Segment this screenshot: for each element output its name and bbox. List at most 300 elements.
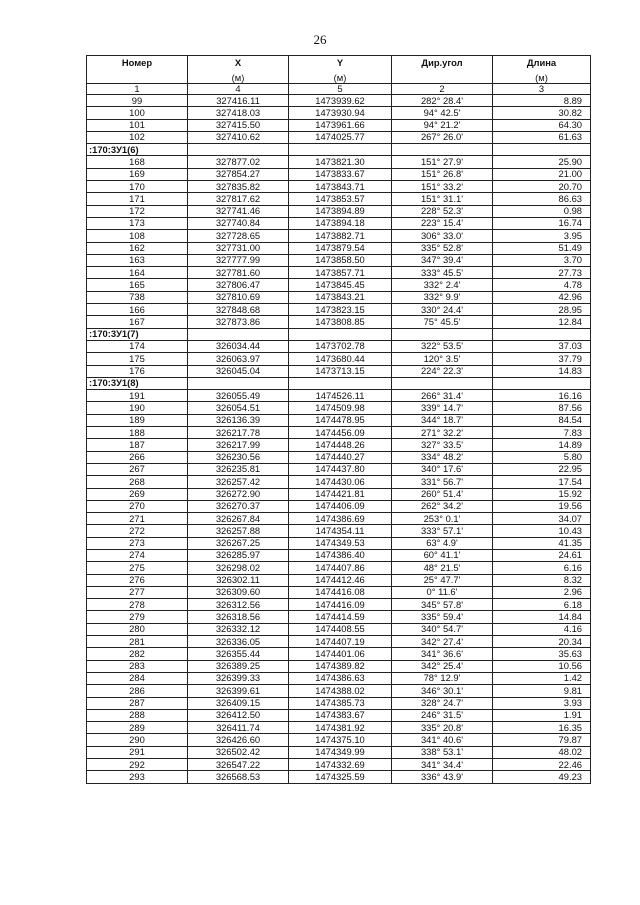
colnum-y: 5	[289, 84, 392, 95]
bearing-cell: 151° 31.1'	[392, 193, 493, 205]
table-row	[87, 537, 591, 549]
length-cell: 64.30	[493, 119, 591, 131]
length-cell: 49.23	[493, 771, 591, 783]
y-cell: 1474478.95	[289, 414, 392, 426]
header-row-column-numbers	[87, 84, 591, 95]
x-cell: 326034.44	[188, 340, 289, 352]
length-cell: 28.95	[493, 304, 591, 316]
empty-cell	[188, 144, 289, 156]
y-cell: 1473821.30	[289, 156, 392, 168]
point-number-cell: 272	[87, 525, 188, 537]
table-row	[87, 267, 591, 279]
length-cell: 8.32	[493, 574, 591, 586]
point-number-cell: 292	[87, 759, 188, 771]
length-cell: 24.61	[493, 549, 591, 561]
bearing-cell: 253° 0.1'	[392, 513, 493, 525]
table-row	[87, 254, 591, 266]
length-cell: 41.35	[493, 537, 591, 549]
y-cell: 1473680.44	[289, 353, 392, 365]
x-cell: 326336.05	[188, 636, 289, 648]
point-number-cell: 176	[87, 365, 188, 377]
y-cell: 1474414.59	[289, 611, 392, 623]
length-cell: 48.02	[493, 746, 591, 758]
y-cell: 1474526.11	[289, 390, 392, 402]
bearing-cell: 328° 24.7'	[392, 697, 493, 709]
table-row	[87, 402, 591, 414]
table-row	[87, 672, 591, 684]
length-cell: 16.35	[493, 722, 591, 734]
x-cell: 327415.50	[188, 119, 289, 131]
point-number-cell: 267	[87, 463, 188, 475]
table-row	[87, 242, 591, 254]
x-cell: 326426.60	[188, 734, 289, 746]
x-cell: 326318.56	[188, 611, 289, 623]
bearing-cell: 333° 45.5'	[392, 267, 493, 279]
x-cell: 326298.02	[188, 562, 289, 574]
length-cell: 2.96	[493, 586, 591, 598]
section-header-row	[87, 328, 591, 340]
empty-cell	[188, 377, 289, 389]
table-row	[87, 340, 591, 352]
bearing-cell: 341° 40.6'	[392, 734, 493, 746]
bearing-cell: 223° 15.4'	[392, 217, 493, 229]
x-cell: 326045.04	[188, 365, 289, 377]
empty-cell	[493, 328, 591, 340]
bearing-cell: 63° 4.9'	[392, 537, 493, 549]
section-header-row	[87, 377, 591, 389]
x-cell: 326412.50	[188, 709, 289, 721]
bearing-cell: 228° 52.3'	[392, 205, 493, 217]
y-cell: 1474416.09	[289, 599, 392, 611]
header-length: Длина	[493, 56, 591, 72]
bearing-cell: 331° 56.7'	[392, 476, 493, 488]
length-cell: 3.93	[493, 697, 591, 709]
bearing-cell: 339° 14.7'	[392, 402, 493, 414]
x-cell: 326332.12	[188, 623, 289, 635]
length-cell: 19.56	[493, 500, 591, 512]
point-number-cell: 281	[87, 636, 188, 648]
point-number-cell: 163	[87, 254, 188, 266]
length-cell: 25.90	[493, 156, 591, 168]
x-cell: 327873.86	[188, 316, 289, 328]
point-number-cell: 288	[87, 709, 188, 721]
x-cell: 327410.62	[188, 131, 289, 143]
length-cell: 1.91	[493, 709, 591, 721]
empty-cell	[493, 377, 591, 389]
point-number-cell: 268	[87, 476, 188, 488]
x-cell: 327728.65	[188, 230, 289, 242]
table-row	[87, 193, 591, 205]
y-cell: 1473853.57	[289, 193, 392, 205]
y-cell: 1474401.06	[289, 648, 392, 660]
y-cell: 1474386.69	[289, 513, 392, 525]
length-cell: 9.81	[493, 685, 591, 697]
point-number-cell: 188	[87, 427, 188, 439]
length-cell: 3.70	[493, 254, 591, 266]
point-number-cell: 291	[87, 746, 188, 758]
y-cell: 1474407.19	[289, 636, 392, 648]
y-cell: 1474448.26	[289, 439, 392, 451]
length-cell: 84.54	[493, 414, 591, 426]
y-cell: 1474325.59	[289, 771, 392, 783]
length-cell: 21.00	[493, 168, 591, 180]
empty-cell	[188, 328, 289, 340]
length-cell: 10.43	[493, 525, 591, 537]
table-row	[87, 353, 591, 365]
point-number-cell: 273	[87, 537, 188, 549]
point-number-cell: 287	[87, 697, 188, 709]
y-cell: 1474386.40	[289, 549, 392, 561]
bearing-cell: 282° 28.4'	[392, 95, 493, 107]
bearing-cell: 342° 25.4'	[392, 660, 493, 672]
header-x: X	[188, 56, 289, 72]
y-cell: 1473833.67	[289, 168, 392, 180]
y-cell: 1474332.69	[289, 759, 392, 771]
point-number-cell: 99	[87, 95, 188, 107]
table-row	[87, 365, 591, 377]
table-row	[87, 168, 591, 180]
length-cell: 16.16	[493, 390, 591, 402]
x-cell: 326235.81	[188, 463, 289, 475]
x-cell: 326257.42	[188, 476, 289, 488]
bearing-cell: 78° 12.9'	[392, 672, 493, 684]
length-cell: 7.83	[493, 427, 591, 439]
bearing-cell: 346° 30.1'	[392, 685, 493, 697]
point-number-cell: 276	[87, 574, 188, 586]
table-row	[87, 414, 591, 426]
length-cell: 6.18	[493, 599, 591, 611]
table-row	[87, 205, 591, 217]
header-row-units	[87, 71, 591, 84]
y-cell: 1474437.80	[289, 463, 392, 475]
table-row	[87, 230, 591, 242]
point-number-cell: 167	[87, 316, 188, 328]
point-number-cell: 284	[87, 672, 188, 684]
length-cell: 51.49	[493, 242, 591, 254]
bearing-cell: 48° 21.5'	[392, 562, 493, 574]
header-number: Номер	[87, 56, 188, 72]
bearing-cell: 25° 47.7'	[392, 574, 493, 586]
x-cell: 326270.37	[188, 500, 289, 512]
x-cell: 327854.27	[188, 168, 289, 180]
table-row	[87, 181, 591, 193]
y-cell: 1474456.09	[289, 427, 392, 439]
length-cell: 15.92	[493, 488, 591, 500]
point-number-cell: 162	[87, 242, 188, 254]
table-row	[87, 746, 591, 758]
table-row	[87, 709, 591, 721]
table-row	[87, 488, 591, 500]
table-row	[87, 131, 591, 143]
point-number-cell: 289	[87, 722, 188, 734]
point-number-cell: 108	[87, 230, 188, 242]
x-cell: 326063.97	[188, 353, 289, 365]
empty-cell	[289, 377, 392, 389]
point-number-cell: 280	[87, 623, 188, 635]
length-cell: 8.89	[493, 95, 591, 107]
bearing-cell: 0° 11.6'	[392, 586, 493, 598]
bearing-cell: 347° 39.4'	[392, 254, 493, 266]
table-row	[87, 463, 591, 475]
x-cell: 327418.03	[188, 107, 289, 119]
point-number-cell: 101	[87, 119, 188, 131]
table-row	[87, 439, 591, 451]
point-number-cell: 269	[87, 488, 188, 500]
header-row-titles	[87, 56, 591, 72]
length-cell: 22.46	[493, 759, 591, 771]
y-cell: 1473808.85	[289, 316, 392, 328]
x-cell: 326267.84	[188, 513, 289, 525]
bearing-cell: 335° 59.4'	[392, 611, 493, 623]
empty-cell	[392, 144, 493, 156]
table-row	[87, 451, 591, 463]
bearing-cell: 336° 43.9'	[392, 771, 493, 783]
point-number-cell: 191	[87, 390, 188, 402]
unit-length: (м)	[493, 71, 591, 84]
bearing-cell: 120° 3.5'	[392, 353, 493, 365]
header-y: Y	[289, 56, 392, 72]
point-number-cell: 174	[87, 340, 188, 352]
table-row	[87, 476, 591, 488]
y-cell: 1473823.15	[289, 304, 392, 316]
colnum-bearing: 2	[392, 84, 493, 95]
y-cell: 1473713.15	[289, 365, 392, 377]
bearing-cell: 151° 33.2'	[392, 181, 493, 193]
length-cell: 37.03	[493, 340, 591, 352]
empty-cell	[392, 377, 493, 389]
point-number-cell: 189	[87, 414, 188, 426]
point-number-cell: 166	[87, 304, 188, 316]
y-cell: 1473939.62	[289, 95, 392, 107]
point-number-cell: 102	[87, 131, 188, 143]
table-row	[87, 549, 591, 561]
table-row	[87, 685, 591, 697]
point-number-cell: 275	[87, 562, 188, 574]
length-cell: 4.16	[493, 623, 591, 635]
table-row	[87, 291, 591, 303]
length-cell: 30.82	[493, 107, 591, 119]
x-cell: 327810.69	[188, 291, 289, 303]
y-cell: 1474349.99	[289, 746, 392, 758]
point-number-cell: 175	[87, 353, 188, 365]
x-cell: 326285.97	[188, 549, 289, 561]
table-row	[87, 562, 591, 574]
y-cell: 1473843.21	[289, 291, 392, 303]
point-number-cell: 171	[87, 193, 188, 205]
table-row	[87, 648, 591, 660]
table-row	[87, 119, 591, 131]
bearing-cell: 271° 32.2'	[392, 427, 493, 439]
table-body	[87, 95, 591, 784]
point-number-cell: 290	[87, 734, 188, 746]
x-cell: 327877.02	[188, 156, 289, 168]
y-cell: 1474416.08	[289, 586, 392, 598]
unit-x: (м)	[188, 71, 289, 84]
table-row	[87, 611, 591, 623]
section-header-row	[87, 144, 591, 156]
table-row	[87, 513, 591, 525]
bearing-cell: 262° 34.2'	[392, 500, 493, 512]
x-cell: 326302.11	[188, 574, 289, 586]
point-number-cell: 100	[87, 107, 188, 119]
y-cell: 1473894.18	[289, 217, 392, 229]
point-number-cell: 172	[87, 205, 188, 217]
y-cell: 1473930.94	[289, 107, 392, 119]
bearing-cell: 94° 21.2'	[392, 119, 493, 131]
bearing-cell: 335° 52.8'	[392, 242, 493, 254]
x-cell: 327835.82	[188, 181, 289, 193]
table-row	[87, 586, 591, 598]
length-cell: 5.80	[493, 451, 591, 463]
y-cell: 1474381.92	[289, 722, 392, 734]
bearing-cell: 332° 2.4'	[392, 279, 493, 291]
point-number-cell: 190	[87, 402, 188, 414]
bearing-cell: 94° 42.5'	[392, 107, 493, 119]
bearing-cell: 267° 26.0'	[392, 131, 493, 143]
bearing-cell: 151° 27.9'	[392, 156, 493, 168]
y-cell: 1473702.78	[289, 340, 392, 352]
x-cell: 327848.68	[188, 304, 289, 316]
y-cell: 1473894.89	[289, 205, 392, 217]
x-cell: 326267.25	[188, 537, 289, 549]
length-cell: 6.16	[493, 562, 591, 574]
bearing-cell: 338° 53.1'	[392, 746, 493, 758]
x-cell: 326312.56	[188, 599, 289, 611]
length-cell: 42.96	[493, 291, 591, 303]
table-row	[87, 660, 591, 672]
point-number-cell: 169	[87, 168, 188, 180]
y-cell: 1474354.11	[289, 525, 392, 537]
length-cell: 61.63	[493, 131, 591, 143]
bearing-cell: 306° 33.0'	[392, 230, 493, 242]
colnum-number: 1	[87, 84, 188, 95]
point-number-cell: 283	[87, 660, 188, 672]
table-row	[87, 697, 591, 709]
y-cell: 1474383.67	[289, 709, 392, 721]
table-row	[87, 500, 591, 512]
page-number: 26	[313, 32, 327, 47]
point-number-cell: 278	[87, 599, 188, 611]
length-cell: 1.42	[493, 672, 591, 684]
bearing-cell: 151° 26.8'	[392, 168, 493, 180]
length-cell: 20.70	[493, 181, 591, 193]
x-cell: 327781.60	[188, 267, 289, 279]
table-row	[87, 156, 591, 168]
point-number-cell: 170	[87, 181, 188, 193]
bearing-cell: 335° 20.8'	[392, 722, 493, 734]
x-cell: 326355.44	[188, 648, 289, 660]
table-row	[87, 525, 591, 537]
y-cell: 1473845.45	[289, 279, 392, 291]
colnum-length: 3	[493, 84, 591, 95]
y-cell: 1474388.02	[289, 685, 392, 697]
y-cell: 1473961.66	[289, 119, 392, 131]
x-cell: 326217.78	[188, 427, 289, 439]
y-cell: 1474386.63	[289, 672, 392, 684]
empty-cell	[289, 144, 392, 156]
y-cell: 1473882.71	[289, 230, 392, 242]
length-cell: 12.84	[493, 316, 591, 328]
point-number-cell: 274	[87, 549, 188, 561]
bearing-cell: 333° 57.1'	[392, 525, 493, 537]
length-cell: 87.56	[493, 402, 591, 414]
bearing-cell: 330° 24.4'	[392, 304, 493, 316]
y-cell: 1473857.71	[289, 267, 392, 279]
table-row	[87, 316, 591, 328]
bearing-cell: 340° 54.7'	[392, 623, 493, 635]
length-cell: 79.87	[493, 734, 591, 746]
x-cell: 327806.47	[188, 279, 289, 291]
bearing-cell: 340° 17.6'	[392, 463, 493, 475]
x-cell: 326389.25	[188, 660, 289, 672]
length-cell: 27.73	[493, 267, 591, 279]
x-cell: 326502.42	[188, 746, 289, 758]
y-cell: 1474430.06	[289, 476, 392, 488]
x-cell: 326409.15	[188, 697, 289, 709]
colnum-x: 4	[188, 84, 289, 95]
table-row	[87, 722, 591, 734]
point-number-cell: 164	[87, 267, 188, 279]
x-cell: 326411.74	[188, 722, 289, 734]
bearing-cell: 332° 9.9'	[392, 291, 493, 303]
length-cell: 37.79	[493, 353, 591, 365]
point-number-cell: 279	[87, 611, 188, 623]
x-cell: 326399.61	[188, 685, 289, 697]
length-cell: 20.34	[493, 636, 591, 648]
x-cell: 326230.56	[188, 451, 289, 463]
x-cell: 326399.33	[188, 672, 289, 684]
x-cell: 327740.84	[188, 217, 289, 229]
table-row	[87, 107, 591, 119]
table-row	[87, 759, 591, 771]
x-cell: 326568.53	[188, 771, 289, 783]
y-cell: 1474440.27	[289, 451, 392, 463]
bearing-cell: 334° 48.2'	[392, 451, 493, 463]
table-row	[87, 217, 591, 229]
table-row	[87, 636, 591, 648]
table-row	[87, 734, 591, 746]
y-cell: 1474389.82	[289, 660, 392, 672]
header-bearing: Дир.угол	[392, 56, 493, 72]
bearing-cell: 345° 57.8'	[392, 599, 493, 611]
table-row	[87, 574, 591, 586]
length-cell: 3.95	[493, 230, 591, 242]
point-number-cell: 286	[87, 685, 188, 697]
y-cell: 1474375.10	[289, 734, 392, 746]
x-cell: 326309.60	[188, 586, 289, 598]
y-cell: 1474407.86	[289, 562, 392, 574]
bearing-cell: 342° 27.4'	[392, 636, 493, 648]
length-cell: 16.74	[493, 217, 591, 229]
section-label: :170:3У1(7)	[87, 328, 188, 340]
x-cell: 326054.51	[188, 402, 289, 414]
point-number-cell: 282	[87, 648, 188, 660]
y-cell: 1473879.54	[289, 242, 392, 254]
length-cell: 17.54	[493, 476, 591, 488]
x-cell: 326257.88	[188, 525, 289, 537]
point-number-cell: 187	[87, 439, 188, 451]
x-cell: 327817.62	[188, 193, 289, 205]
table-row	[87, 95, 591, 107]
point-number-cell: 271	[87, 513, 188, 525]
x-cell: 327731.00	[188, 242, 289, 254]
y-cell: 1474412.46	[289, 574, 392, 586]
bearing-cell: 341° 36.6'	[392, 648, 493, 660]
unit-number	[87, 71, 188, 84]
length-cell: 14.89	[493, 439, 591, 451]
empty-cell	[392, 328, 493, 340]
x-cell: 327416.11	[188, 95, 289, 107]
